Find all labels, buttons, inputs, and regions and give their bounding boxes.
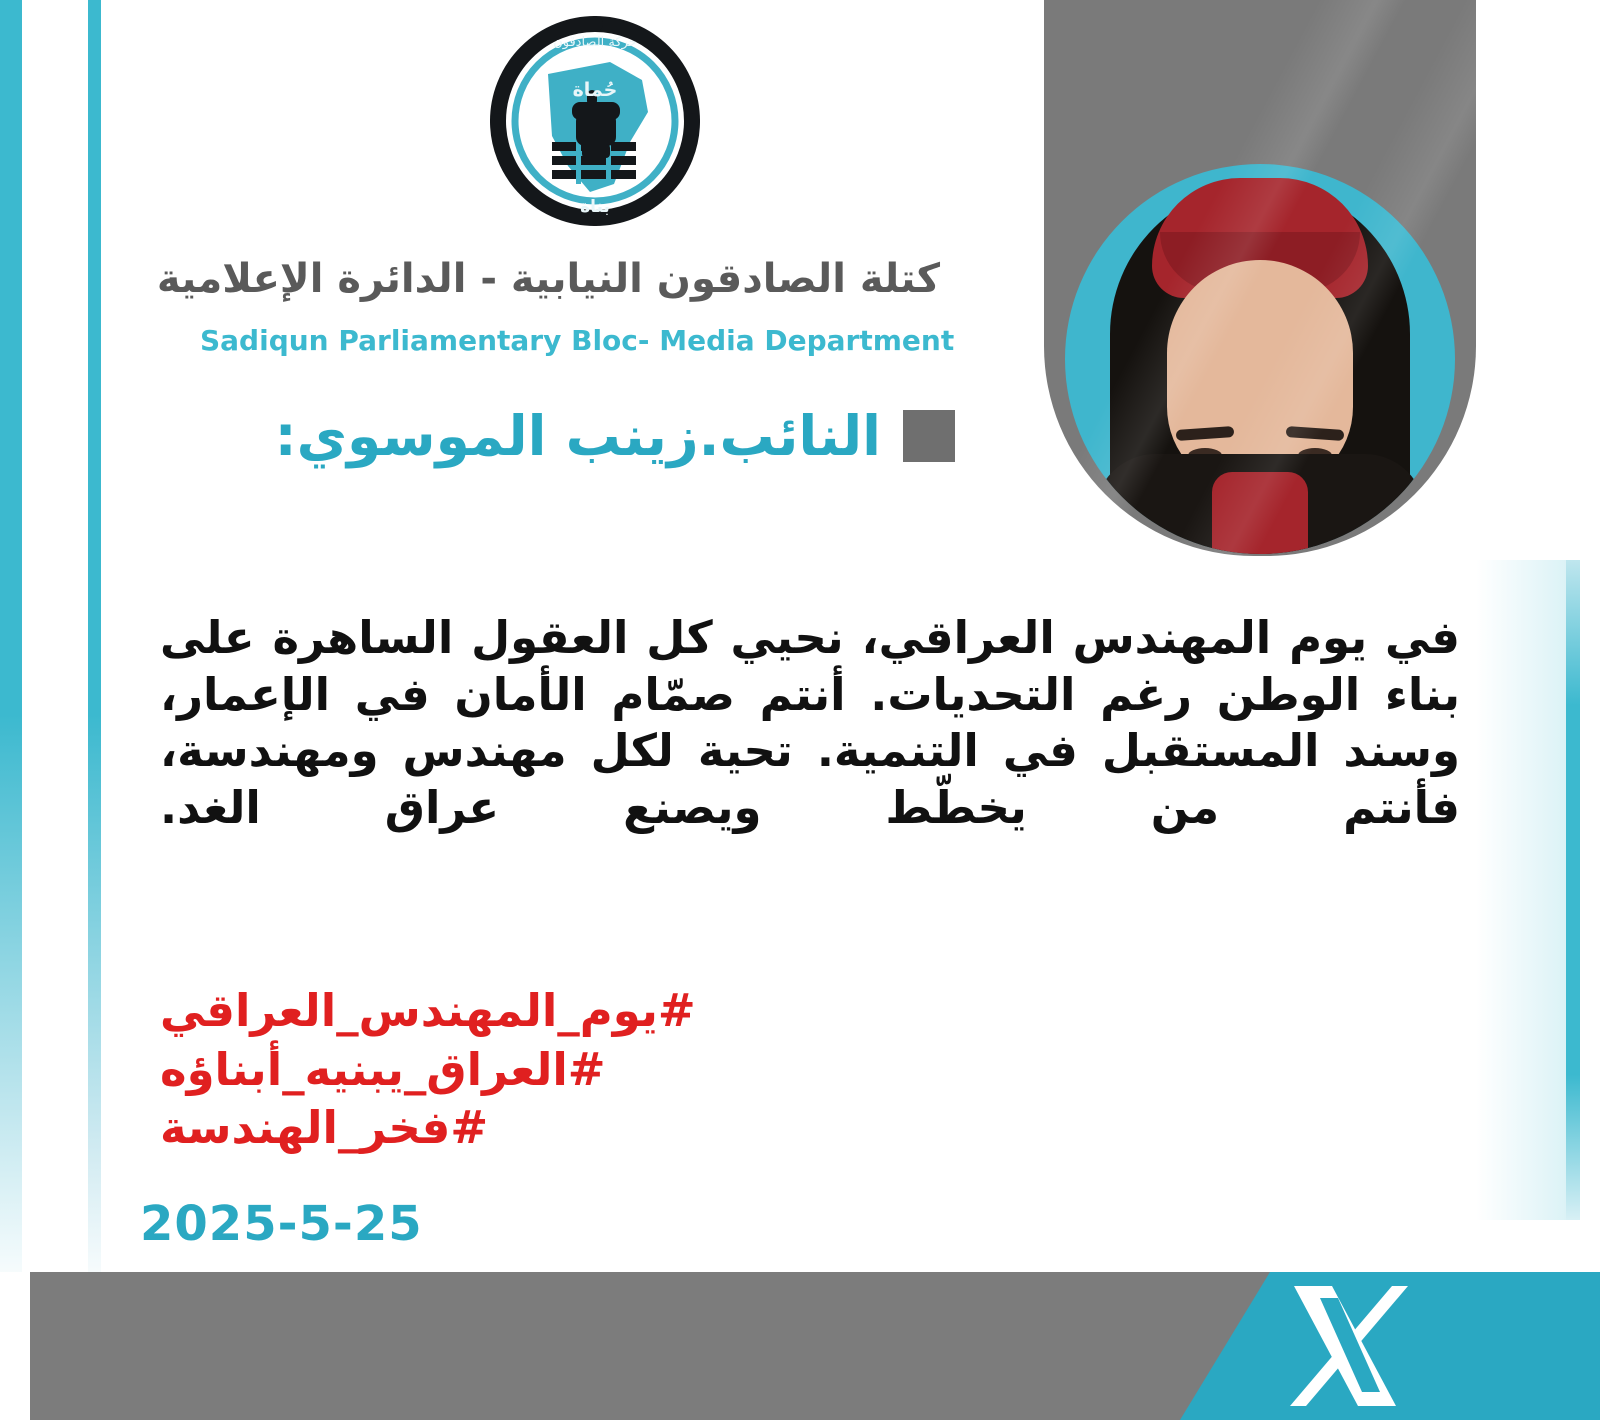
right-accent-bar: [1566, 560, 1580, 1220]
publish-date: 2025-5-25: [140, 1196, 423, 1252]
svg-text:حركة الصادقون: حركة الصادقون: [553, 35, 637, 50]
footer-bar: [0, 1272, 1600, 1420]
square-bullet-icon: [903, 410, 955, 462]
hashtag-item[interactable]: #يوم_المهندس_العراقي: [160, 984, 696, 1037]
left-accent-bar-outer: [0, 0, 22, 1300]
right-accent-glow: [1476, 560, 1566, 1220]
svg-text:حُماة: حُماة: [572, 79, 618, 101]
hashtag-list: [160, 982, 1460, 1158]
x-twitter-icon[interactable]: [1280, 1280, 1410, 1412]
speaker-name: النائب.زينب الموسوي:: [274, 404, 881, 468]
organization-name-arabic: كتلة الصادقون النيابية - الدائرة الإعلامية: [156, 256, 940, 302]
footer-left-notch: [0, 1272, 30, 1420]
footer-gray-band: [0, 1272, 1270, 1420]
statement-text: في يوم المهندس العراقي، نحيي كل العقول الساهرة على بناء الوطن رغم التحديات. أنتم صمّام الأمان في الإعمار، وسند المستقبل في التنمية. تحية لكل مهندس ومهندسة، فأنتم من يخطّط ويصنع عراق الغد.: [160, 611, 1460, 835]
svg-text:بناة: بناة: [580, 197, 610, 217]
speaker-photo-frame: [1044, 0, 1476, 556]
hashtag-item[interactable]: #العراق_يبنيه_أبناؤه: [160, 1042, 606, 1096]
speaker-name-row: [274, 404, 955, 468]
left-accent-bar-inner: [88, 0, 101, 1300]
organization-name-english: Sadiqun Parliamentary Bloc- Media Department: [200, 324, 955, 357]
organization-logo: [490, 16, 700, 226]
hashtag-item[interactable]: #فخر_الهندسة: [160, 1101, 489, 1154]
frame-sheen: [1044, 0, 1476, 556]
